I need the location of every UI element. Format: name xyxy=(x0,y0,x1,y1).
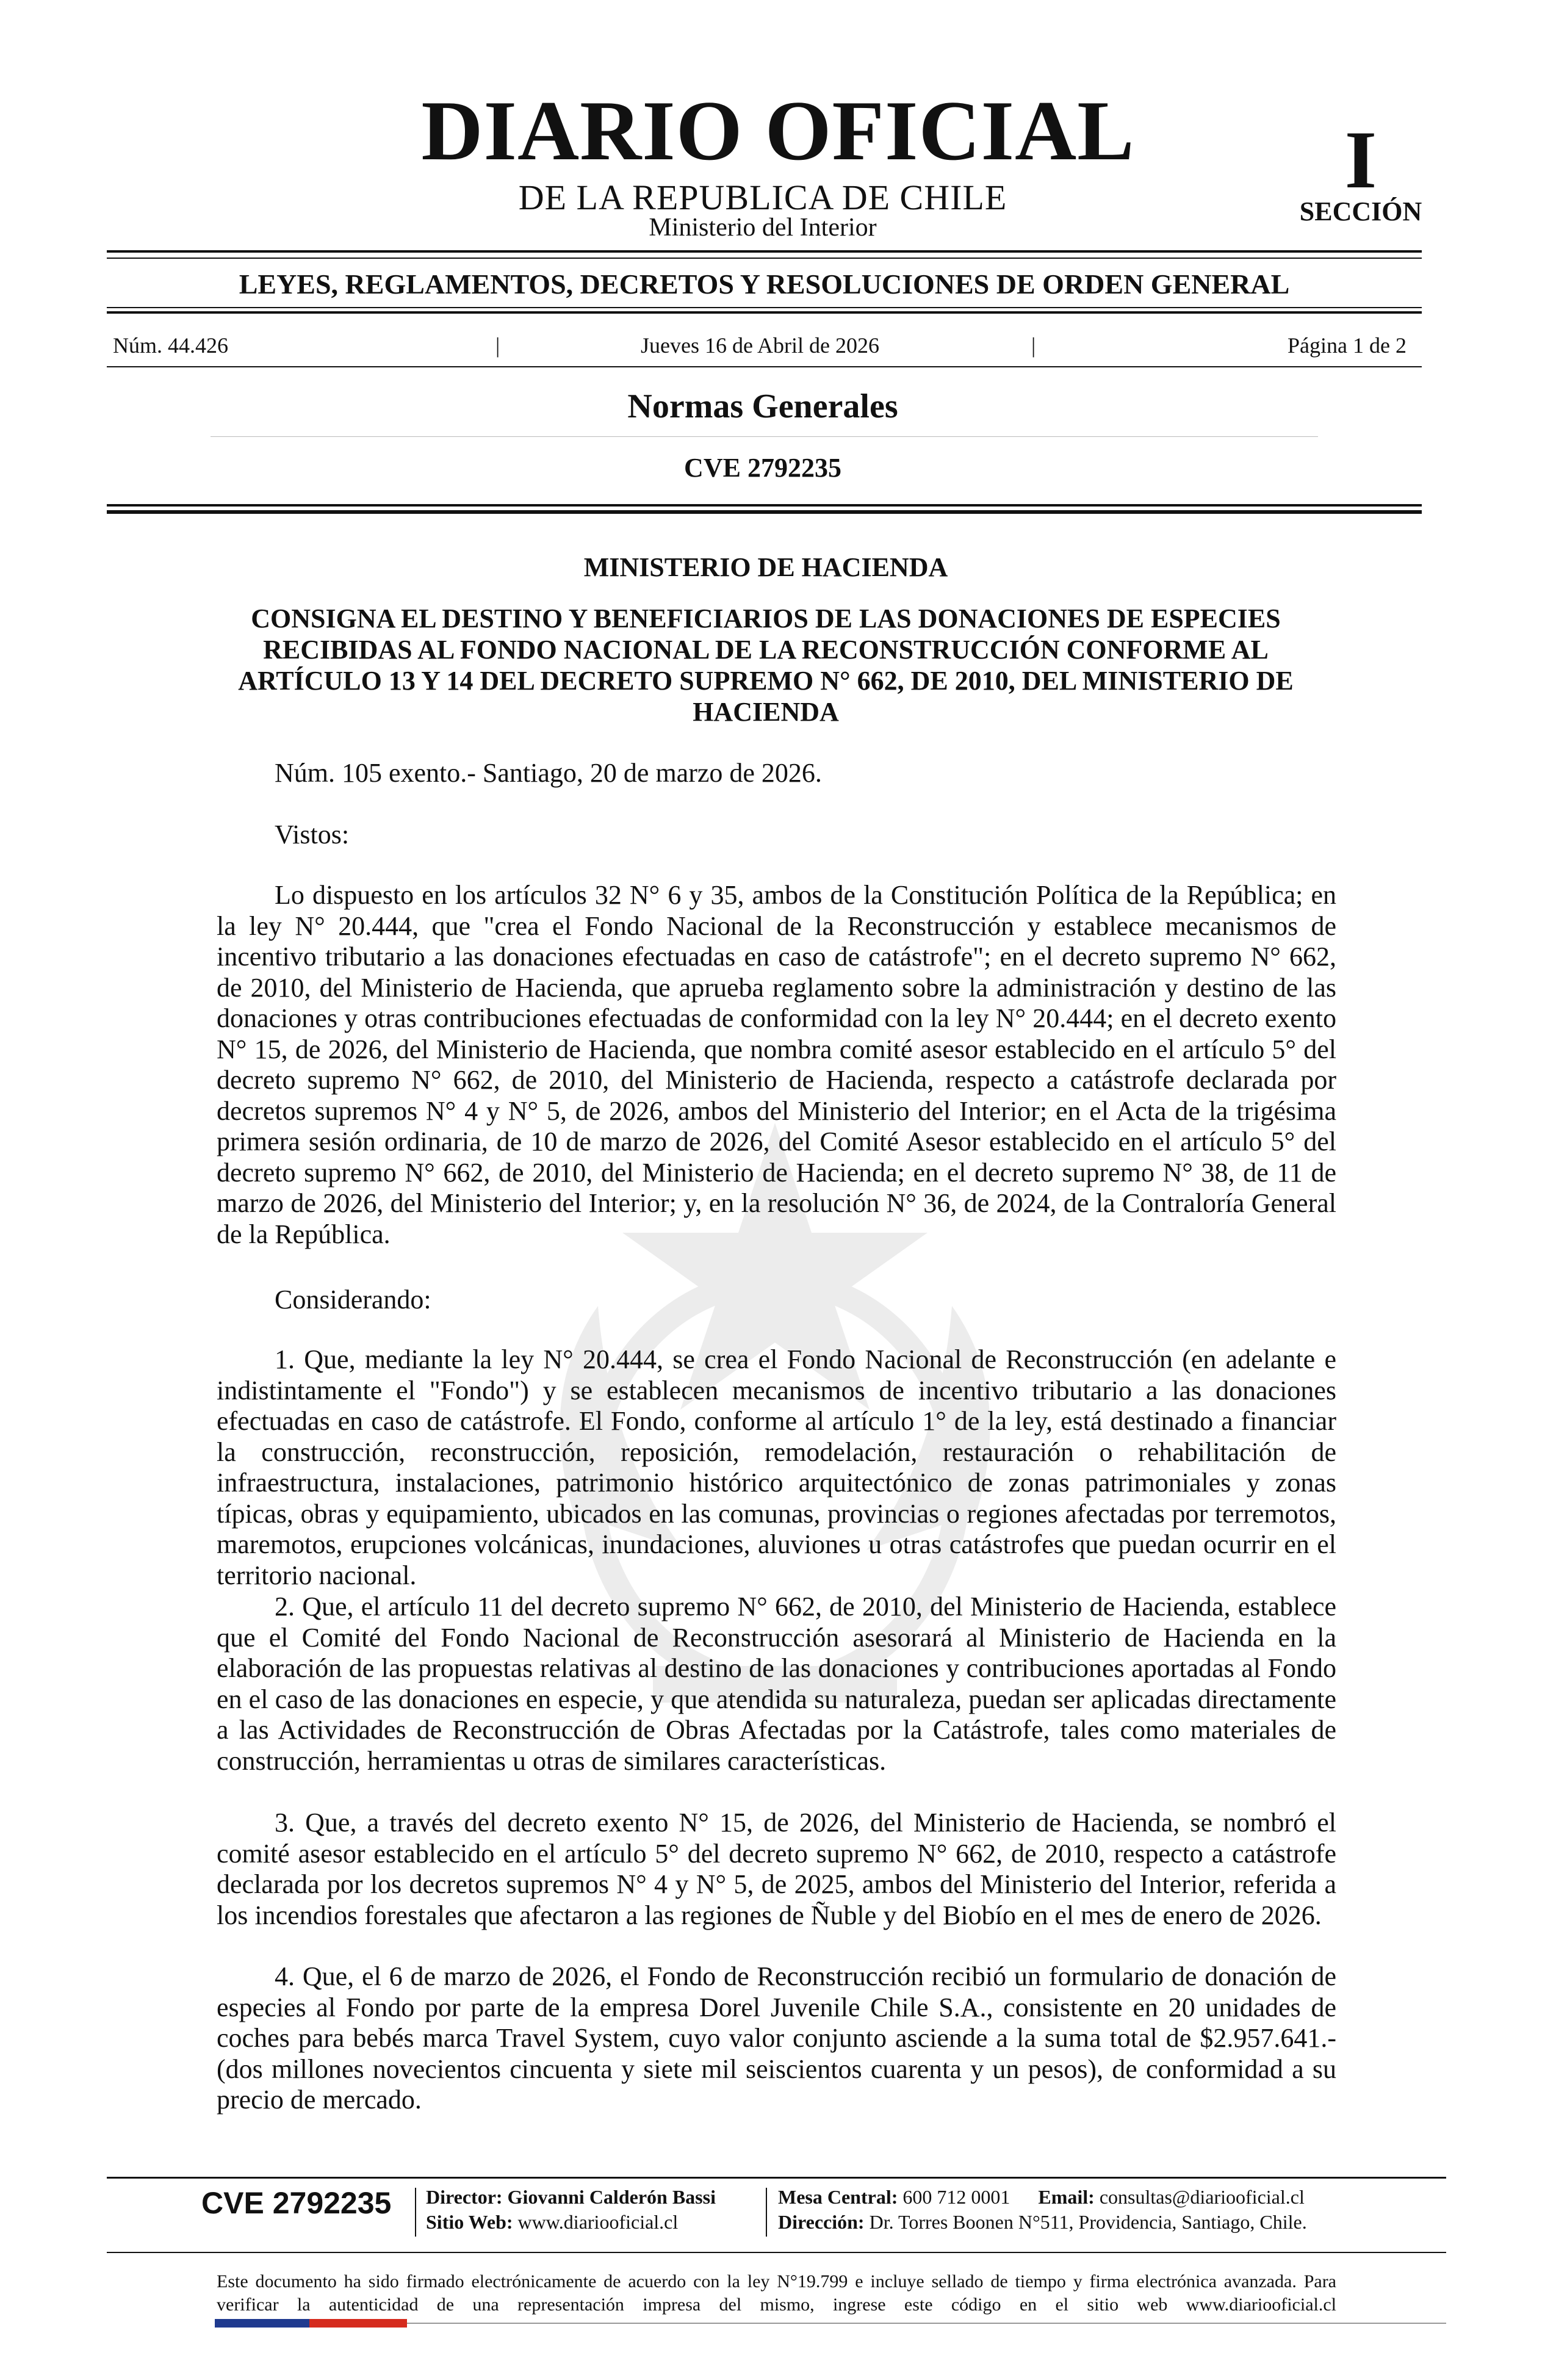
masthead-rule-top xyxy=(107,250,1422,253)
footer-cve-code: CVE 2792235 xyxy=(201,2186,392,2220)
info-divider-right: | xyxy=(1031,333,1036,358)
vistos-label: Vistos: xyxy=(275,820,350,849)
flag-stripe-red xyxy=(309,2319,407,2328)
email-link[interactable]: consultas@diariooficial.cl xyxy=(1099,2186,1305,2208)
category-rule-thin xyxy=(107,307,1422,308)
vistos-paragraph: Lo dispuesto en los artículos 32 N° 6 y 35, ambos de la Constitución Política de la República; en la ley N° 20.444, que "crea el Fondo Nacional de la Reconstrucción y establece mecanismos de incentivo tributario a las donaciones efectuadas en caso de catástrofe"; en el decreto supremo N° 662, de 2010, del Ministerio de Hacienda, que aprueba reglamento sobre la administración y destino de las donaciones y otras contribuciones efectuadas de conformidad con la ley N° 20.444; en el decreto exento N° 15, de 2026, del Ministerio de Hacienda, que nombra comité asesor establecido en el artículo 5° del decreto supremo N° 662, de 2010, del Ministerio de Hacienda, respecto a catástrofe declarada por decretos supremos N° 4 y N° 5, de 2026, ambos del Ministerio del Interior; en el Acta de la trigésima primera sesión ordinaria, de 10 de marzo de 2026, del Comité Asesor establecido en el artículo 5° del decreto supremo N° 662, de 2010, del Ministerio de Hacienda; en el decreto supremo N° 38, de 11 de marzo de 2026, del Ministerio del Interior; y, en la resolución N° 36, de 2024, de la Contraloría General de la República. xyxy=(217,880,1336,1249)
footer-website xyxy=(426,2210,678,2234)
section-label: SECCIÓN xyxy=(1299,197,1422,226)
newspaper-title: DIARIO OFICIAL xyxy=(421,84,1135,178)
cve-code: CVE 2792235 xyxy=(684,453,841,483)
footer-address xyxy=(778,2210,1307,2234)
footer-disclaimer: Este documento ha sido firmado electrónicamente de acuerdo con la ley N°19.799 e incluye sellado de tiempo y firma electrónica avanzada. Para verificar la autenticidad de una representación impresa del mismo, ingrese este código en el sitio web www.diariooficial.cl xyxy=(217,2271,1336,2315)
website-label: Sitio Web: xyxy=(426,2211,513,2233)
email-label: Email: xyxy=(1038,2186,1095,2208)
considerando-3: 3. Que, a través del decreto exento N° 15, de 2026, del Ministerio de Hacienda, se nombró el comité asesor establecido en el artículo 5° del decreto supremo N° 662, de 2010, respecto a catástrofe declarada por los decretos supremos N° 4 y N° 5, de 2025, ambos del Ministerio del Interior, referida a los incendios forestales que afectaron a las regiones de Ñuble y del Biobío en el mes de enero de 2026. xyxy=(217,1808,1336,1930)
considerando-1: 1. Que, mediante la ley N° 20.444, se crea el Fondo Nacional de Reconstrucción (en adelante e indistintamente el "Fondo") y se establecen mecanismos de incentivo tributario a las donaciones efectuadas en caso de catástrofe. El Fondo, conforme al artículo 1° de la ley, está destinado a financiar la construcción, reconstrucción, reposición, remodelación, restauración o rehabilitación de infraestructura, instalaciones, patrimonio histórico arquitectónico de zonas patrimoniales y zonas típicas, obras y equipamiento, ubicados en las comunas, provincias o regiones afectadas por terremotos, maremotos, erupciones volcánicas, inundaciones, aluviones u otras catástrofes que puedan ocurrir en el territorio nacional. xyxy=(217,1344,1336,1590)
resolution-title: CONSIGNA EL DESTINO Y BENEFICIARIOS DE LAS DONACIONES DE ESPECIES RECIBIDAS AL FONDO NACIONAL DE LA RECONSTRUCCIÓN CONFORME AL ARTÍCULO 13 Y 14 DEL DECRETO SUPREMO N° 662, DE 2010, DEL MINISTERIO DE HACIENDA xyxy=(238,604,1294,727)
considerando-4: 4. Que, el 6 de marzo de 2026, el Fondo de Reconstrucción recibió un formulario de donación de especies al Fondo por parte de la empresa Dorel Juvenile Chile S.A., consistente en 20 unidades de coches para bebés marca Travel System, cuyo valor conjunto asciende a la suma total de $2.957.641.- (dos millones novecientos cincuenta y siete mil seiscientos cuarenta y un pesos), de conformidad a su precio de mercado. xyxy=(217,1961,1336,2115)
website-link[interactable]: www.diariooficial.cl xyxy=(517,2211,679,2233)
considerando-2: 2. Que, el artículo 11 del decreto supremo N° 662, de 2010, del Ministerio de Hacienda, establece que el Comité del Fondo Nacional de Reconstrucción asesorará al Ministerio de Hacienda en la elaboración de las propuestas relativas al destino de las donaciones y contribuciones aportadas al Fondo en el caso de las donaciones en especie, y que atendida su naturaleza, puedan ser aplicadas directamente a las Actividades de Reconstrucción de Obras Afectadas por la Catástrofe, tales como materiales de construcción, herramientas u otras de similares características. xyxy=(217,1592,1336,1776)
footer-rule-top xyxy=(107,2177,1446,2179)
header-rule-bottom-1 xyxy=(107,504,1422,507)
footer-director xyxy=(426,2185,716,2209)
info-divider-left: | xyxy=(495,333,500,358)
resolution-number: Núm. 105 exento.- Santiago, 20 de marzo de 2026. xyxy=(275,758,822,788)
footer-contact xyxy=(778,2185,1305,2209)
considerando-label: Considerando: xyxy=(275,1285,431,1314)
category-rule xyxy=(107,311,1422,314)
footer-rule-bottom xyxy=(407,2323,1446,2324)
flag-stripe-blue xyxy=(215,2319,309,2328)
issue-number: Núm. 44.426 xyxy=(113,333,228,358)
address-label: Dirección: xyxy=(778,2211,865,2233)
info-rule xyxy=(107,366,1422,367)
section-title-underline xyxy=(211,436,1318,437)
page-number: Página 1 de 2 xyxy=(1288,333,1407,358)
issue-date: Jueves 16 de Abril de 2026 xyxy=(641,333,879,358)
ministry-line: Ministerio del Interior xyxy=(649,214,877,242)
footer-rule-middle xyxy=(107,2252,1446,2253)
phone-label: Mesa Central: xyxy=(778,2186,898,2208)
issuing-ministry: MINISTERIO DE HACIENDA xyxy=(583,552,948,582)
director-name: Giovanni Calderón Bassi xyxy=(507,2186,716,2208)
director-label: Director: xyxy=(426,2186,503,2208)
header-rule-bottom-2 xyxy=(107,510,1422,514)
phone-number: 600 712 0001 xyxy=(902,2186,1010,2208)
masthead-rule-top-thin xyxy=(107,258,1422,259)
section-number: I xyxy=(1344,115,1377,206)
newspaper-subtitle: DE LA REPUBLICA DE CHILE xyxy=(518,178,1007,217)
category-heading: LEYES, REGLAMENTOS, DECRETOS Y RESOLUCIONES DE ORDEN GENERAL xyxy=(239,269,1290,300)
section-title: Normas Generales xyxy=(627,388,898,425)
footer-divider-2 xyxy=(766,2188,767,2237)
footer-divider-1 xyxy=(415,2188,416,2237)
address-text: Dr. Torres Boonen N°511, Providencia, Santiago, Chile. xyxy=(869,2211,1307,2233)
